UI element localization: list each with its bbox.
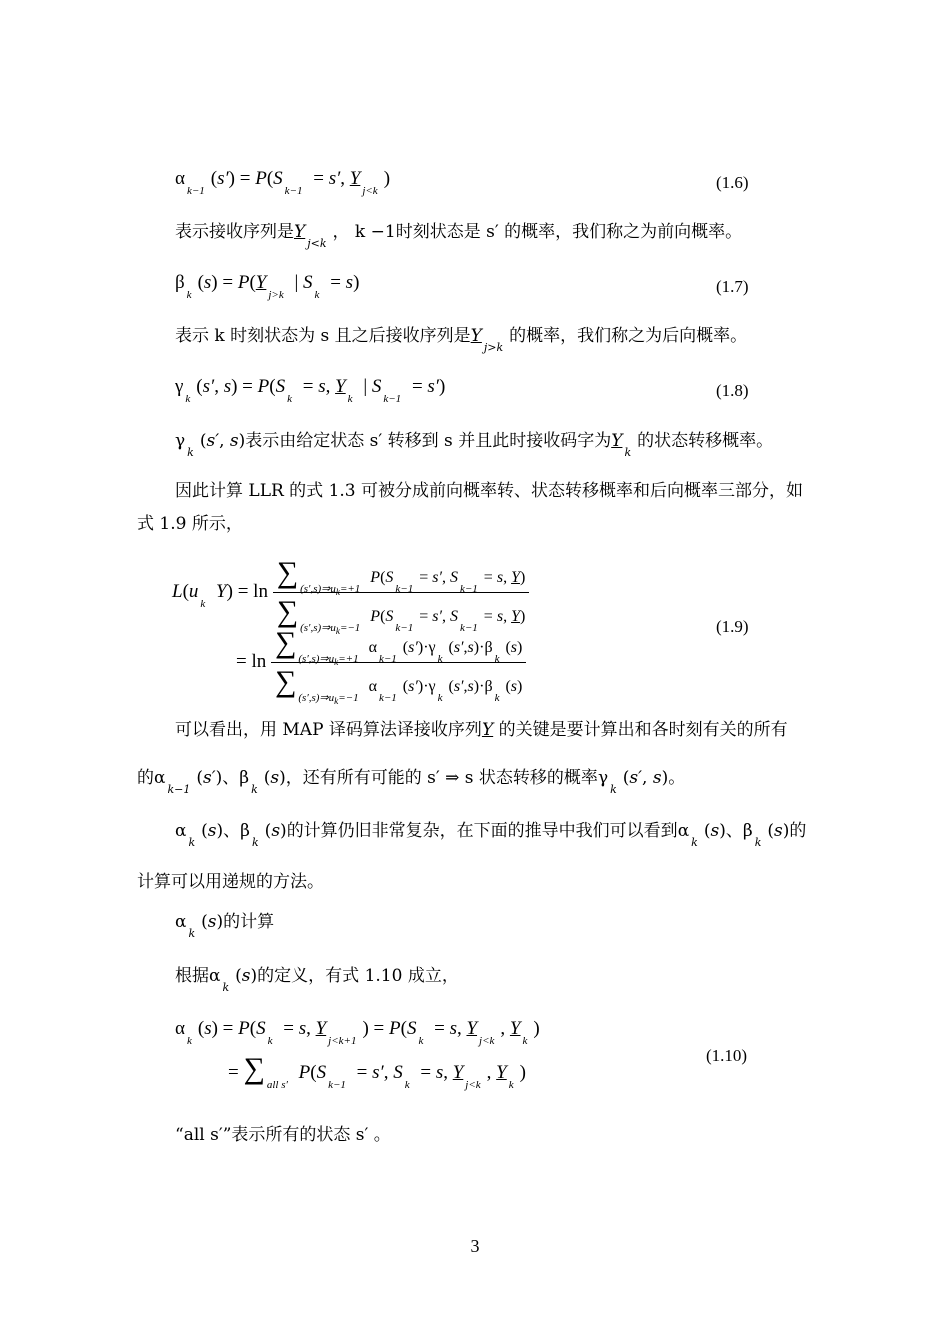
paragraph-text: 表示 k 时刻状态为 s 且之后接收序列是$Y_{j>k}$的概率，我们称之为后向概率。 [175,326,748,354]
paragraph-text: “all s′”表示所有的状态 s′ 。 [175,1125,391,1145]
equation-1-7: $\beta_k(s) = P(Y_{j>k}$ | $S_k = s$) [175,272,360,301]
paragraph-text: 的$\alpha_{k-1}(s')$、$\beta_k(s)$，还有所有可能的 s′ ⇒ s 状态转移的概率$\gamma_k(s'$, s)。 [137,768,686,796]
paragraph-text: 可以看出，用 MAP 译码算法译接收序列Y 的关键是要计算出和各时刻有关的所有 [175,720,788,740]
paragraph-text: $\alpha_k(s)$、$\beta_k(s)$的计算仍旧非常复杂，在下面的推导中我们可以看到$\alpha_k(s)$、$\beta_k(s)$的 [175,821,807,849]
equation-1-10-line1: $\alpha_k(s) = P(S_k = s$, $Y_{j<k+1}) = P(S_k = s$, $Y_{j<k}$, $Y_k$) [175,1018,540,1047]
equation-1-10-line2: = ∑ $_{all s'}$ $P(S_{k-1} = s'$, $S_k = s$, $Y_{j<k}$, $Y_k$) [228,1052,526,1091]
paragraph-text: $\gamma_k(s'$, s)表示由给定状态 s′ 转移到 s 并且此时接收码字为$Y_k$的状态转移概率。 [175,431,774,459]
page-number: 3 [470,1236,480,1256]
equation-1-9-line2: = ln $\frac{\sum _{(s',s)\Rightarrow u_k=+1} \alpha_{k-1}(s')\cdot\gamma_k(s',s)\cdot\beta_k(s)}{\sum _{(s',s)\Rightarrow u_k=-1} \alpha_{k-1}(s')\cdot\gamma_k(s',s)\cdot\beta_k(s)}$ [236,626,526,699]
paragraph-text: 因此计算 LLR 的式 1.3 可被分成前向概率转、状态转移概率和后向概率三部分，如 [175,481,804,501]
equation-1-9-line1: $L(u_k$ Y) = ln $\frac{\sum _{(s',s)\Rightarrow u_k=+1} P(S_{k-1}= s', S_{k-1}= s, Y)}{\sum _{(s',s)\Rightarrow u_k=-1} P(S_{k-1}= s', S_{k-1}= s, Y)}$ [172,556,529,629]
equation-1-8: $\gamma_k(s'$, $s) = P(S_k = s$, $Y_k$ | $S_{k-1} = s'$) [175,376,446,405]
paragraph-text: 表示接收序列是$Y_{j<k}$， k −1时刻状态是 s′ 的概率，我们称之为前向概率。 [175,222,743,250]
equation-number: (1.7) [716,277,749,296]
section-heading: $\alpha_k(s)$的计算 [175,912,275,940]
paragraph-text: 根据$\alpha_k(s)$的定义，有式 1.10 成立， [175,966,459,994]
equation-number: (1.10) [706,1046,748,1065]
paragraph-text: 计算可以用递规的方法。 [137,872,324,892]
equation-number: (1.9) [716,617,749,636]
equation-number: (1.8) [716,381,749,400]
paragraph-text: 式 1.9 所示， [137,514,243,534]
equation-number: (1.6) [716,173,749,192]
equation-1-6: $\alpha_{k-1}(s') = P(S_{k-1} = s'$, $Y_{j<k}$) [175,168,391,197]
